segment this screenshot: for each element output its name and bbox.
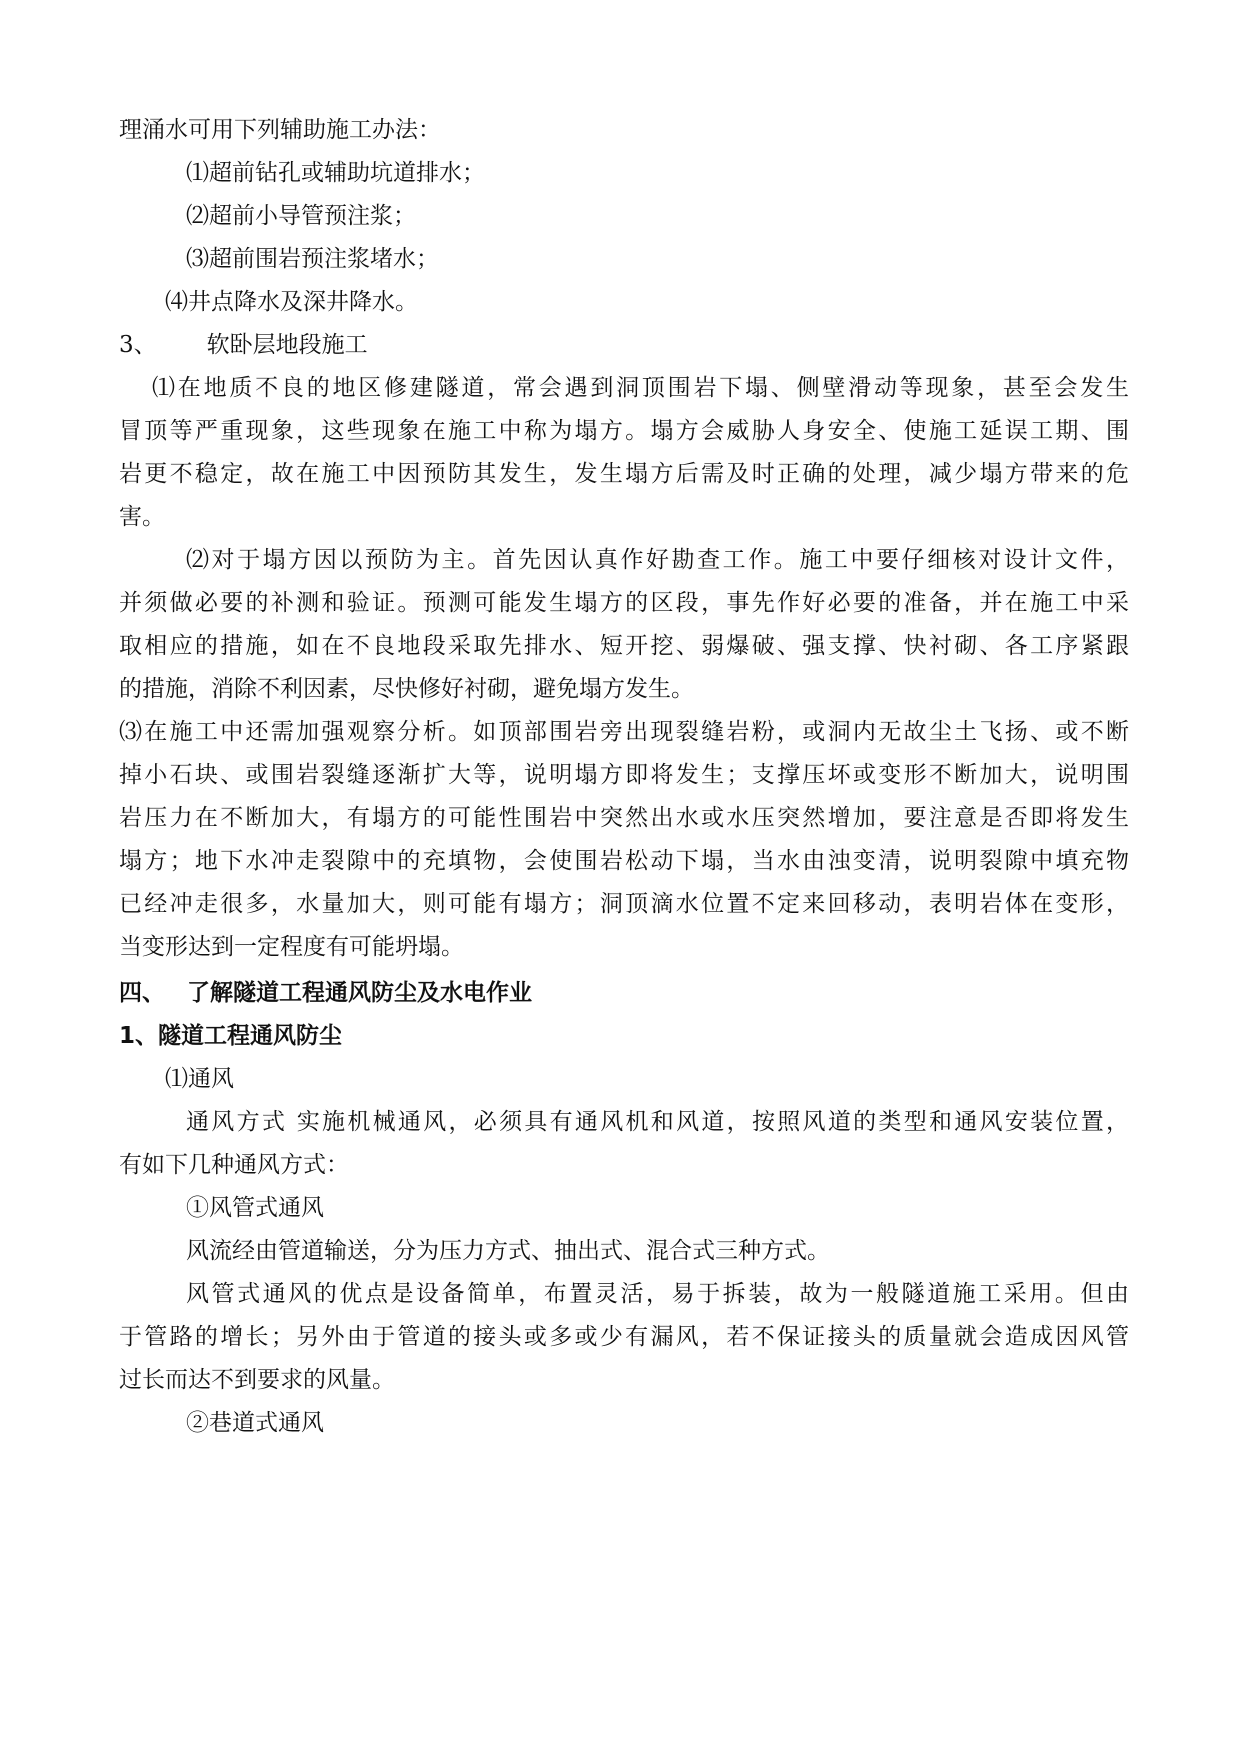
paragraph-line: 岩压力在不断加大，有塌方的可能性围岩中突然出水或水压突然增加，要注意是否即将发生 <box>119 805 1129 831</box>
paragraph-line: 的措施，消除不利因素，尽快修好衬砌，避免塌方发生。 <box>119 676 694 702</box>
paragraph-line: 并须做必要的补测和验证。预测可能发生塌方的区段，事先作好必要的准备，并在施工中采 <box>119 590 1129 616</box>
list-item: ⑶超前围岩预注浆堵水； <box>186 246 439 272</box>
subsection-heading: ⑴通风 <box>165 1066 234 1092</box>
list-item: ⑷井点降水及深井降水。 <box>165 289 418 315</box>
chapter-title: 了解隧道工程通风防尘及水电作业 <box>187 980 532 1006</box>
paragraph-line: 通风方式 实施机械通风，必须具有通风机和风道，按照风道的类型和通风安装位置， <box>186 1109 1129 1135</box>
list-item: ⑴超前钻孔或辅助坑道排水； <box>186 160 485 186</box>
paragraph-line: 冒顶等严重现象，这些现象在施工中称为塌方。塌方会威胁人身安全、使施工延误工期、围 <box>119 418 1129 444</box>
paragraph-line: 风管式通风的优点是设备简单，布置灵活，易于拆装，故为一般隧道施工采用。但由 <box>186 1281 1129 1307</box>
paragraph-line: 已经冲走很多，水量加大，则可能有塌方；洞顶滴水位置不定来回移动，表明岩体在变形， <box>119 891 1129 917</box>
text-line: 理涌水可用下列辅助施工办法： <box>119 117 441 143</box>
chapter-heading <box>119 978 1129 1008</box>
subsection-heading: ②巷道式通风 <box>186 1410 324 1436</box>
paragraph-line: 害。 <box>119 504 165 530</box>
paragraph-line: 有如下几种通风方式： <box>119 1152 349 1178</box>
paragraph-line: 风流经由管道输送，分为压力方式、抽出式、混合式三种方式。 <box>186 1238 830 1264</box>
paragraph-line: 取相应的措施，如在不良地段采取先排水、短开挖、弱爆破、强支撑、快衬砌、各工序紧跟 <box>119 633 1129 659</box>
chapter-number: 四、 <box>119 980 165 1006</box>
paragraph-line: 当变形达到一定程度有可能坍塌。 <box>119 934 464 960</box>
paragraph-line: 于管路的增长；另外由于管道的接头或多或少有漏风，若不保证接头的质量就会造成因风管 <box>119 1324 1129 1350</box>
list-item: ⑵超前小导管预注浆； <box>186 203 416 229</box>
paragraph-line: 塌方；地下水冲走裂隙中的充填物，会使围岩松动下塌，当水由浊变清，说明裂隙中填充物 <box>119 848 1129 874</box>
section-number: 3、 <box>119 332 157 358</box>
paragraph-line: 岩更不稳定，故在施工中因预防其发生，发生塌方后需及时正确的处理，减少塌方带来的危 <box>119 461 1129 487</box>
paragraph-line: ⑶在施工中还需加强观察分析。如顶部围岩旁出现裂缝岩粉，或洞内无故尘土飞扬、或不断 <box>119 719 1129 745</box>
paragraph-line: ⑴在地质不良的地区修建隧道，常会遇到洞顶围岩下塌、侧壁滑动等现象，甚至会发生 <box>152 375 1129 401</box>
section-heading: 1、隧道工程通风防尘 <box>119 1023 343 1049</box>
subsection-heading: ①风管式通风 <box>186 1195 324 1221</box>
paragraph-line: ⑵对于塌方因以预防为主。首先因认真作好勘查工作。施工中要仔细核对设计文件， <box>186 547 1129 573</box>
section-title: 软卧层地段施工 <box>206 332 368 358</box>
paragraph-line: 掉小石块、或围岩裂缝逐渐扩大等，说明塌方即将发生；支撑压坏或变形不断加大，说明围 <box>119 762 1129 788</box>
paragraph-line: 过长而达不到要求的风量。 <box>119 1367 395 1393</box>
section-heading-3 <box>119 330 1129 360</box>
